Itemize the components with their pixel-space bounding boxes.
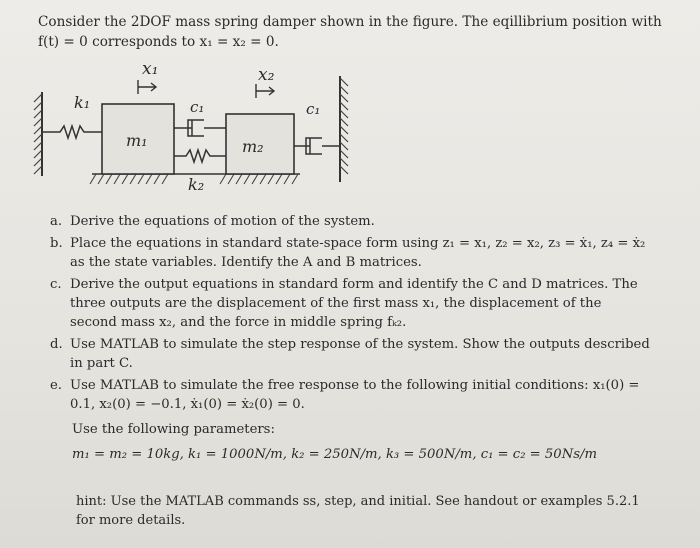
damper-c1-right: [294, 138, 340, 154]
question-a: a. Derive the equations of motion of the system.: [50, 214, 375, 229]
c1-right-label: c₁: [306, 100, 321, 118]
question-c: c. Derive the output equations in standard form and identify the C and D matrices. The three outputs are the displacement of the first mass x₁, the displacement of the second mass x₂, and the force in middle spring fₖ₂.: [50, 277, 638, 330]
question-b: b. Place the equations in standard state-space form using z₁ = x₁, z₂ = x₂, z₃ = ẋ₁, z₄ = ẋ₂ as the state variables. Identify the A and B matrices.: [50, 236, 646, 270]
m1-label: m₁: [126, 131, 148, 150]
question-list: [50, 212, 650, 464]
damper-c1-middle: [174, 120, 226, 136]
x2-arrow-icon: [256, 84, 274, 98]
intro-line-2: f(t) = 0 corresponds to x₁ = x₂ = 0.: [38, 34, 279, 50]
c1-left-label: c₁: [190, 98, 205, 116]
spring-k1: [42, 126, 102, 138]
question-d: d. Use MATLAB to simulate the step response of the system. Show the outputs described in part C.: [50, 337, 650, 371]
left-wall: [34, 92, 42, 176]
params-line: m₁ = m₂ = 10kg, k₁ = 1000N/m, k₂ = 250N/m, k₃ = 500N/m, c₁ = c₂ = 50Ns/m: [72, 447, 597, 462]
x1-label: x₁: [142, 59, 159, 79]
x1-arrow-icon: [138, 80, 156, 94]
k2-label: k₂: [188, 175, 205, 194]
m2-label: m₂: [242, 137, 264, 156]
question-e: e. Use MATLAB to simulate the free response to the following initial conditions: x₁(0) = 0.1, x₂(0) = −0.1, ẋ₁(0) = ẋ₂(0) = 0.: [50, 378, 640, 412]
intro-line-1: Consider the 2DOF mass spring damper shown in the figure. The eqillibrium position with: [38, 14, 662, 30]
spring-k2: [174, 150, 226, 162]
k1-label: k₁: [74, 93, 91, 112]
params-intro: Use the following parameters:: [72, 422, 275, 437]
problem-intro: [38, 12, 678, 52]
right-wall: [340, 76, 348, 182]
mass-spring-damper-figure: [30, 56, 370, 206]
x2-label: x₂: [258, 65, 275, 85]
hint-text: hint: Use the MATLAB commands ss, step, and initial. See handout or examples 5.2.1 for more details.: [76, 494, 640, 528]
